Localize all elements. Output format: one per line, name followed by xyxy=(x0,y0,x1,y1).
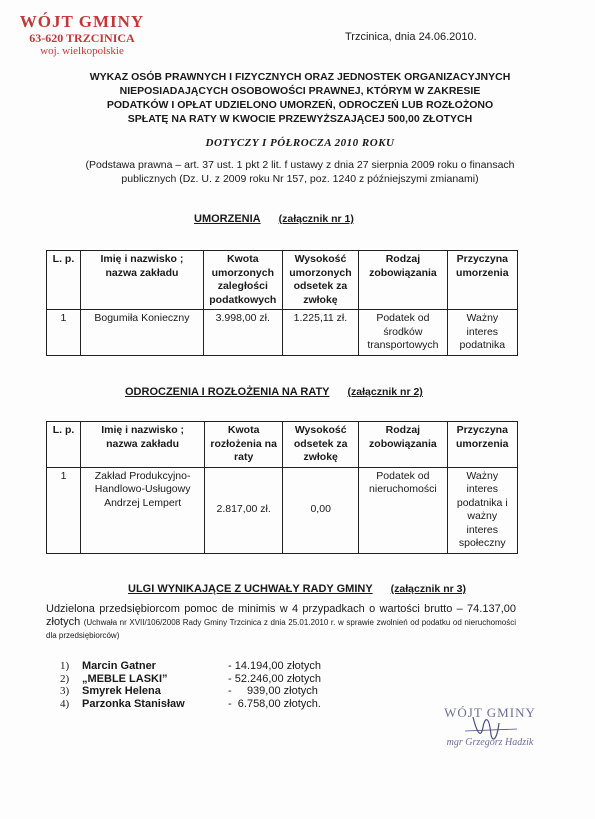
ulgi-list xyxy=(60,660,338,710)
col-name: Imię i nazwisko ; nazwa zakładu xyxy=(81,422,205,468)
cell-type: Podatek od nieruchomości xyxy=(359,467,447,553)
col-reason: Przyczyna umorzenia xyxy=(447,251,517,310)
col-amount: Kwota rozłożenia na raty xyxy=(205,422,283,468)
table-header-row xyxy=(47,251,518,310)
item-number: 4) xyxy=(60,697,70,710)
document-header xyxy=(70,70,530,126)
umorzenia-attachment: (załącznik nr 1) xyxy=(278,213,354,225)
item-amount: - 14.194,00 złotych xyxy=(228,660,321,672)
col-interest: Wysokość umorzonych odsetek za zwłokę xyxy=(282,251,359,310)
period-subheading: DOTYCZY I PÓŁROCZA 2010 ROKU xyxy=(205,137,395,149)
table-row xyxy=(47,467,518,553)
cell-reason: Ważny interes podatnika xyxy=(447,310,517,356)
item-name: Smyrek Helena xyxy=(82,685,161,697)
col-lp: L. p. xyxy=(47,251,81,310)
cell-interest: 0,00 xyxy=(283,467,359,553)
cell-lp: 1 xyxy=(47,310,81,356)
odroczenia-attachment: (załącznik nr 2) xyxy=(347,386,423,398)
item-number: 2) xyxy=(60,672,70,685)
cell-name: Bogumiła Konieczny xyxy=(80,310,203,356)
cell-interest: 1.225,11 zł. xyxy=(282,310,359,356)
cell-amount: 3.998,00 zł. xyxy=(203,310,282,356)
cell-type: Podatek od środków transportowych xyxy=(359,310,447,356)
col-reason: Przyczyna umorzenia xyxy=(447,422,517,468)
umorzenia-title xyxy=(194,213,354,225)
ulgi-intro-main: Udzielona przedsiębiorcom pomoc de minimis w 4 przypadkach o wartości brutto – 74.137,00 złotych xyxy=(46,603,516,628)
ulgi-title xyxy=(128,583,466,595)
item-amount: - 6.758,00 złotych. xyxy=(228,697,321,710)
odroczenia-table xyxy=(46,421,518,554)
document-date: Trzcinica, dnia 24.06.2010. xyxy=(345,31,477,43)
item-number: 3) xyxy=(60,685,70,697)
cell-reason: Ważny interes podatnika i ważny interes społeczny xyxy=(447,467,517,553)
col-name: Imię i nazwisko ; nazwa zakładu xyxy=(80,251,203,310)
odroczenia-title xyxy=(125,386,423,398)
table-row xyxy=(47,310,518,356)
header-line: NIEPOSIADAJĄCYCH OSOBOWOŚCI PRAWNEJ, KTÓRYM W ZAKRESIE xyxy=(119,85,481,97)
signature-stamp xyxy=(425,705,555,748)
table-header-row xyxy=(47,422,518,468)
umorzenia-table xyxy=(46,250,518,356)
signature-name: mgr Grzegorz Hadzik xyxy=(446,737,534,748)
item-name: „MEBLE LASKI” xyxy=(82,672,168,685)
ulgi-attachment: (załącznik nr 3) xyxy=(390,583,466,595)
col-type: Rodzaj zobowiązania xyxy=(359,422,447,468)
col-lp: L. p. xyxy=(47,422,81,468)
header-line: WYKAZ OSÓB PRAWNYCH I FIZYCZNYCH ORAZ JEDNOSTEK ORGANIZACYJNYCH xyxy=(89,71,511,83)
umorzenia-heading: UMORZENIA xyxy=(194,213,261,225)
ulgi-intro xyxy=(46,603,516,642)
cell-lp: 1 xyxy=(47,467,81,553)
col-amount: Kwota umorzonych zaległości podatkowych xyxy=(203,251,282,310)
cell-amount: 2.817,00 zł. xyxy=(205,467,283,553)
stamp-line-1: WÓJT GMINY xyxy=(19,12,145,31)
list-item xyxy=(60,698,338,711)
stamp-line-3: woj. wielkopolskie xyxy=(40,45,124,57)
header-line: PODATKÓW I OPŁAT UDZIELONO UMORZEŃ, ODROCZEŃ LUB ROZŁOŻONO xyxy=(106,99,494,111)
signature-title: WÓJT GMINY xyxy=(444,705,536,720)
handwritten-signature xyxy=(425,713,555,743)
item-number: 1) xyxy=(60,660,70,672)
office-stamp xyxy=(12,12,152,57)
cell-name: Zakład Produkcyjno-Handlowo-Usługowy Andrzej Lempert xyxy=(81,467,205,553)
item-amount: - 939,00 złotych xyxy=(228,685,318,697)
ulgi-heading: ULGI WYNIKAJĄCE Z UCHWAŁY RADY GMINY xyxy=(128,583,373,595)
list-item xyxy=(60,660,338,673)
ulgi-intro-note: (Uchwała nr XVII/106/2008 Rady Gminy Trzcinica z dnia 25.01.2010 r. w sprawie zwolnień od podatku od nieruchomości dla przedsiębiorców) xyxy=(46,618,516,640)
list-item xyxy=(60,685,338,698)
legal-basis: (Podstawa prawna – art. 37 ust. 1 pkt 2 lit. f ustawy z dnia 27 sierpnia 2009 roku o finansach publicznych (Dz. U. z 2009 roku Nr 157, poz. 1240 z późniejszymi zmianami) xyxy=(85,159,515,185)
item-name: Marcin Gatner xyxy=(82,660,156,672)
item-amount: - 52.246,00 złotych xyxy=(228,672,321,685)
list-item xyxy=(60,673,338,686)
stamp-line-2: 63-620 TRZCINICA xyxy=(29,31,135,45)
item-name: Parzonka Stanisław xyxy=(82,697,185,710)
col-interest: Wysokość odsetek za zwłokę xyxy=(283,422,359,468)
odroczenia-heading: ODROCZENIA I ROZŁOŻENIA NA RATY xyxy=(125,386,330,398)
col-type: Rodzaj zobowiązania xyxy=(359,251,447,310)
header-line: SPŁATĘ NA RATY W KWOCIE PRZEWYŻSZAJĄCEJ 500,00 ZŁOTYCH xyxy=(127,113,473,125)
